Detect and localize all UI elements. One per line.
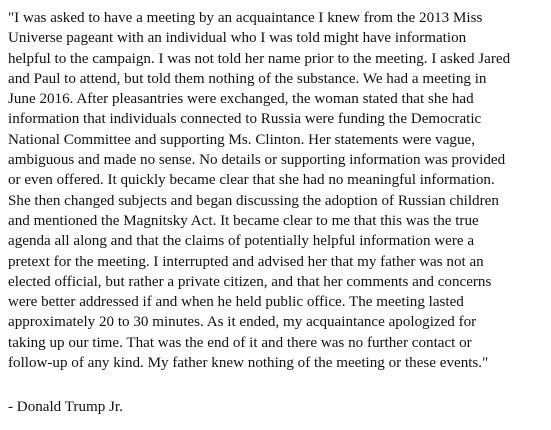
- quote-line: National Committee and supporting Ms. Clinton. Her statements were vague,: [8, 131, 475, 148]
- quote-line: were better addressed if and when he held public office. The meeting lasted: [8, 294, 464, 311]
- quote-line: information that individuals connected to Russia were funding the Democratic: [8, 111, 482, 128]
- quote-line: Universe pageant with an individual who I was told might have information: [8, 30, 467, 47]
- quote-line: follow-up of any kind. My father knew nothing of the meeting or these events.": [8, 355, 489, 372]
- quote-line: and mentioned the Magnitsky Act. It became clear to me that this was the true: [8, 212, 479, 229]
- quote-line: June 2016. After pleasantries were exchanged, the woman stated that she had: [8, 91, 474, 108]
- quote-line: She then changed subjects and began discussing the adoption of Russian children: [8, 192, 499, 209]
- statement-quote: [8, 8, 546, 373]
- quote-line: or even offered. It quickly became clear that she had no meaningful information.: [8, 172, 495, 189]
- quote-line: approximately 20 to 30 minutes. As it ended, my acquaintance apologized for: [8, 314, 477, 331]
- quote-line: helpful to the campaign. I was not told her name prior to the meeting. I asked Jared: [8, 50, 511, 67]
- quote-line: ambiguous and made no sense. No details or supporting information was provided: [8, 152, 506, 169]
- quote-line: "I was asked to have a meeting by an acquaintance I knew from the 2013 Miss: [8, 10, 483, 26]
- quote-line: and Paul to attend, but told them nothing of the substance. We had a meeting in: [8, 70, 487, 87]
- quote-line: agenda all along and that the claims of potentially helpful information were a: [8, 233, 475, 250]
- quote-line: elected official, but rather a private citizen, and that her comments and concerns: [8, 273, 492, 290]
- quote-line: pretext for the meeting. I interrupted and advised her that my father was not an: [8, 253, 484, 270]
- statement-attribution: - Donald Trump Jr.: [8, 399, 123, 415]
- statement-document: [8, 8, 546, 373]
- quote-line: taking up our time. That was the end of it and there was no further contact or: [8, 334, 472, 351]
